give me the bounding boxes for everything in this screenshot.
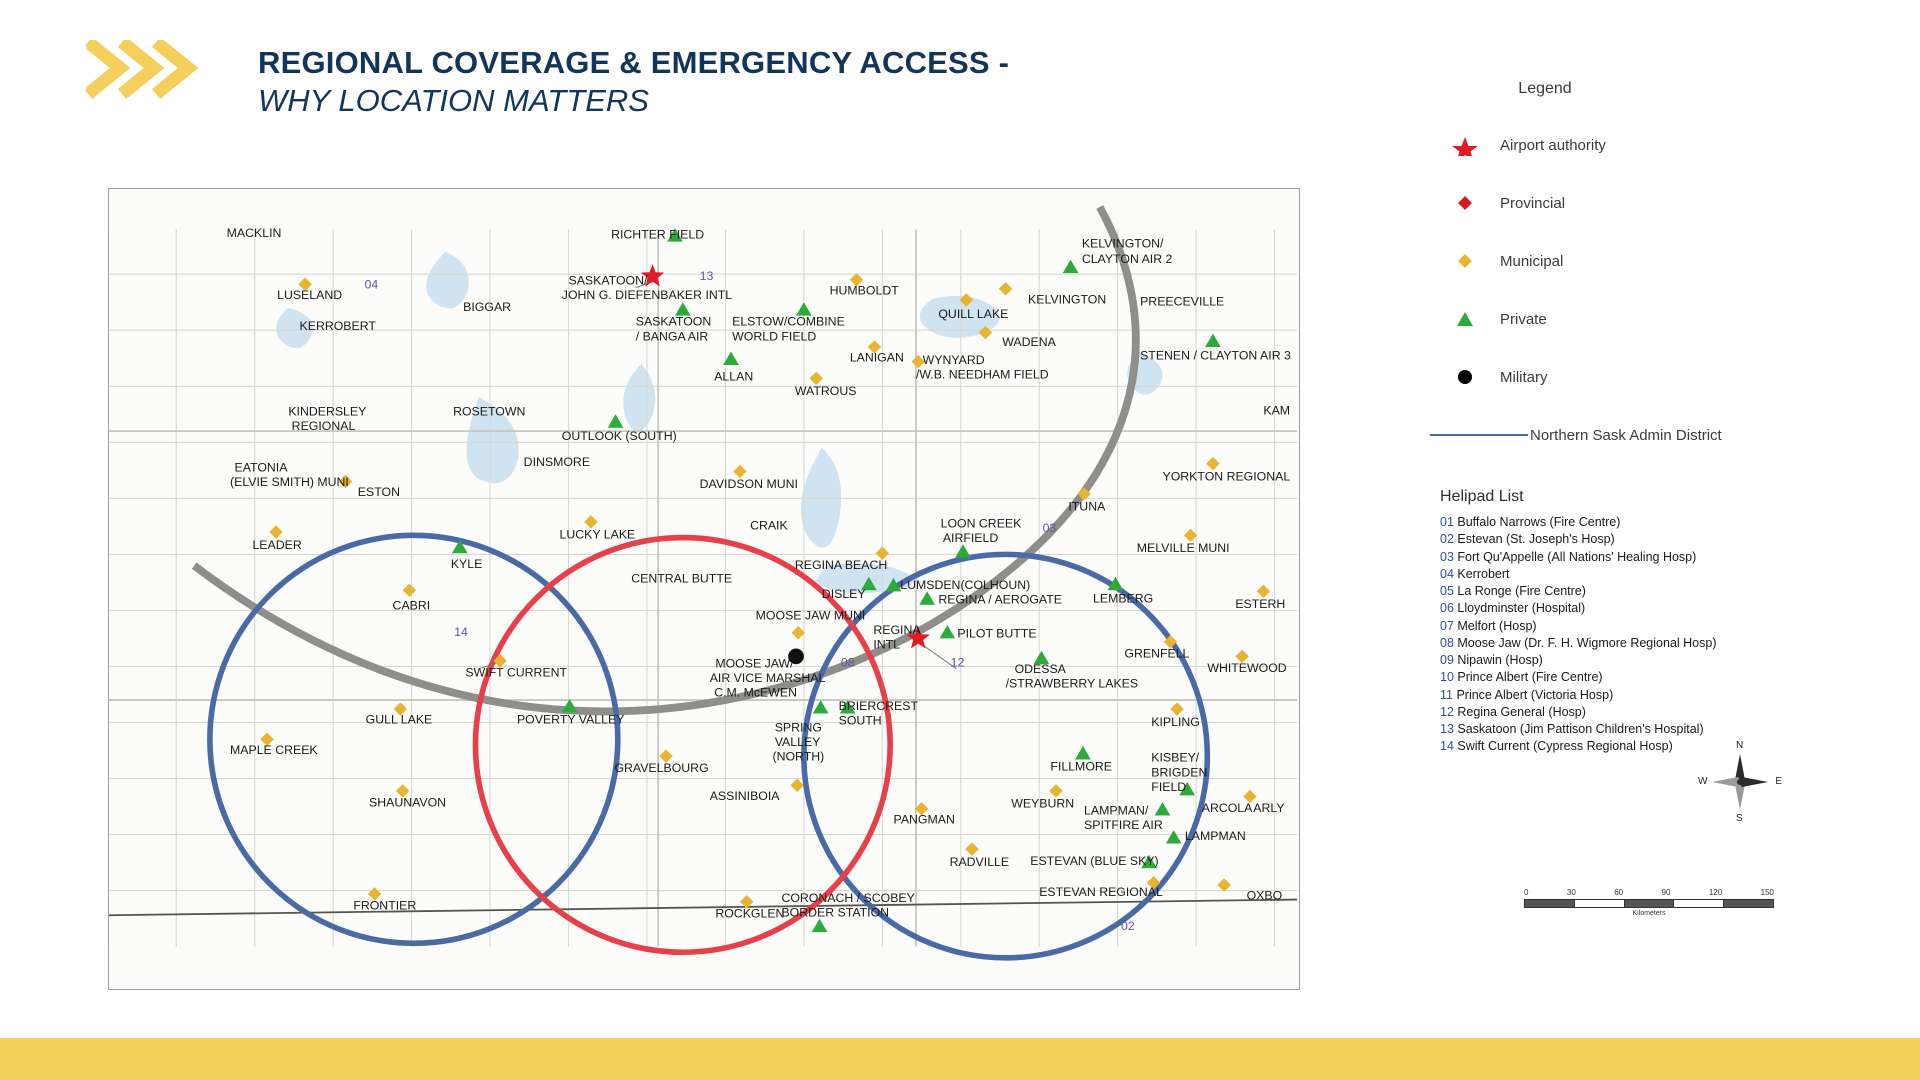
map-place-label: KINDERSLEY [288,404,367,419]
helipad-name: La Ronge (Fire Centre) [1453,584,1586,598]
legend-item-label: Northern Sask Admin District [1530,426,1722,444]
helipad-list-item [1440,600,1860,617]
map-place-label: FIELD [1151,779,1187,794]
scale-tick: 90 [1661,888,1671,897]
helipad-list-item [1440,704,1860,721]
map-place-label: SPITFIRE AIR [1084,817,1163,832]
map-place-label: CRAIK [750,518,788,533]
legend-item-provincial [1430,174,1830,232]
diamond-icon [1430,250,1500,272]
helipad-name: Prince Albert (Victoria Hosp) [1452,687,1614,702]
map-place-label: BORDER STATION [781,905,890,920]
legend-panel [1430,80,1830,464]
helipad-name: Nipawin (Hosp) [1453,653,1543,667]
map-place-label: WEYBURN [1011,796,1075,811]
scale-bar-graphic [1524,899,1774,908]
scale-tick: 30 [1566,888,1576,897]
map-place-label: /W.B. NEEDHAM FIELD [915,367,1049,382]
map-place-label: ALLAN [714,369,754,384]
map-helipad-number: 02 [1121,918,1135,933]
helipad-list-item [1440,618,1860,635]
map-place-label: CABRI [392,598,431,613]
scale-tick: 120 [1708,888,1723,897]
map-place-label: MAPLE CREEK [230,742,318,757]
map-place-label: ROSETOWN [453,404,526,419]
map-place-label: WADENA [1002,334,1056,349]
line-icon [1430,424,1530,446]
scale-unit-label: Kilometers [1632,910,1666,917]
compass-west-label: W [1698,776,1708,787]
helipad-number: 07 [1440,618,1454,633]
map-place-label: ITUNA [1068,499,1106,514]
map-place-label: (NORTH) [772,749,825,764]
map-place-label: FRONTIER [353,898,417,913]
chevron-decoration [86,40,206,100]
map-place-label: KELVINGTON [1028,292,1107,307]
helipad-number: 05 [1440,584,1454,598]
scale-tick-labels [1524,888,1774,897]
map-place-label: LANIGAN [849,350,904,365]
legend-item-private [1430,290,1830,348]
map-place-label: JOHN G. DIEFENBAKER INTL [561,287,733,302]
legend-title: Legend [1518,80,1572,97]
map-place-label: BIGGAR [463,300,512,315]
map-place-label: VALLEY [774,735,821,750]
map-place-label: REGIONAL [291,418,356,433]
map-place-label: ESTEVAN REGIONAL [1039,885,1163,900]
helipad-number: 02 [1440,532,1454,547]
map-place-label: SASKATOON [635,314,712,329]
map-place-label: INTL [873,637,901,652]
map-place-label: BRIGDEN [1151,765,1208,780]
map-place-label: WHITEWOOD [1207,661,1287,676]
map-place-label: CLAYTON AIR 2 [1081,251,1173,266]
map-place-label: ESTERH [1235,597,1286,612]
map-place-label: RICHTER FIELD [611,227,705,242]
map-place-label: LAMPMAN [1184,829,1246,844]
map-place-label: LUCKY LAKE [559,527,636,542]
map-place-label: MELVILLE MUNI [1136,541,1230,556]
helipad-number: 11 [1440,687,1453,702]
title-sub-line: WHY LOCATION MATTERS [258,82,649,118]
helipad-name: Buffalo Narrows (Fire Centre) [1453,515,1621,529]
helipad-list-item [1440,549,1860,566]
map-place-label: ARCOLA [1201,801,1253,816]
helipad-name: Estevan (St. Joseph's Hosp) [1453,532,1615,547]
helipad-list-item [1440,652,1860,669]
legend-item-military [1430,348,1830,406]
map-place-label: MACKLIN [226,226,282,241]
map-place-label: GRENFELL [1124,646,1190,661]
page-title [258,44,1358,120]
helipad-list-item [1440,721,1860,738]
map-place-label: ELSTOW/COMBINE [732,314,845,329]
map-place-label: KISBEY/ [1151,750,1200,765]
map-place-label: AIR VICE MARSHAL [709,671,826,686]
helipad-list-panel [1440,488,1860,756]
map-place-label: SOUTH [838,713,882,728]
map-place-label: KYLE [450,556,483,571]
helipad-list-title: Helipad List [1440,488,1524,505]
map-place-label: ROCKGLEN [715,906,785,921]
map-helipad-number: 12 [950,655,965,670]
map-place-label: AIRFIELD [942,531,999,546]
map-place-label: WYNYARD [922,352,985,367]
map-place-label: /STRAWBERRY LAKES [1005,676,1139,691]
map-place-label: LOON CREEK [940,516,1022,531]
scale-tick: 60 [1614,888,1624,897]
map-place-label: PILOT BUTTE [957,626,1037,641]
helipad-list-item [1440,687,1860,704]
map-place-label: DAVIDSON MUNI [699,477,798,492]
map-place-label: GRAVELBOURG [614,760,709,775]
map-place-label: KERROBERT [299,319,376,334]
helipad-list-item [1440,566,1860,583]
helipad-name: Kerrobert [1453,566,1510,581]
map-helipad-number: 04 [364,277,379,292]
helipad-name: Moose Jaw (Dr. F. H. Wigmore Regional Hosp) [1453,635,1717,650]
map-place-label: MOOSE JAW MUNI [755,608,866,623]
helipad-number: 10 [1440,670,1454,685]
helipad-list-item [1440,738,1860,755]
helipad-number: 08 [1440,635,1454,650]
helipad-name: Prince Albert (Fire Centre) [1453,670,1603,685]
helipad-name: Lloydminster (Hospital) [1453,601,1586,616]
helipad-number: 01 [1440,515,1454,529]
map-place-label: LUSELAND [277,287,343,302]
legend-item-municipal [1430,232,1830,290]
map-place-label: C.M. McEWEN [714,685,797,700]
compass-south-label: S [1736,813,1743,824]
map-place-label: LAMPMAN/ [1084,803,1149,818]
helipad-name: Melfort (Hosp) [1453,618,1537,633]
map-place-label: LEMBERG [1093,591,1154,606]
map-place-label: SASKATOON/ [568,273,648,288]
helipad-number: 03 [1440,549,1454,564]
helipad-number: 13 [1440,722,1454,736]
helipad-number: 06 [1440,601,1454,616]
circle-icon [1430,366,1500,388]
footer-bar [0,1038,1920,1080]
map-place-label: KAM [1263,403,1291,418]
map-helipad-number: 03 [1042,520,1057,535]
map-place-label: PANGMAN [893,812,955,827]
helipad-name: Fort Qu'Appelle (All Nations' Healing Hosp) [1453,549,1697,564]
helipad-list-item [1440,669,1860,686]
title-main-line: REGIONAL COVERAGE & EMERGENCY ACCESS - [258,45,1010,80]
map-helipad-number: 08 [840,655,855,670]
map-place-label: KIPLING [1151,714,1200,729]
map-place-label: CORONACH / SCOBEY [781,890,915,905]
map-helipad-number: 14 [454,625,468,640]
scale-bar [1524,888,1774,917]
map-place-label: ASSINIBOIA [709,788,780,803]
map-place-label: / BANGA AIR [635,329,709,344]
triangle-icon [1430,308,1500,330]
legend-item-label: Airport authority [1500,136,1606,154]
map-place-label: WATROUS [794,384,857,399]
map-place-label: STENEN / CLAYTON AIR 3 [1140,348,1291,363]
map-place-label: ESTEVAN (BLUE SKY) [1030,853,1159,868]
helipad-name: Saskatoon (Jim Pattison Children's Hospital) [1453,722,1704,736]
diamond-icon [1430,192,1500,214]
legend-item-label: Private [1500,310,1547,328]
map-place-label: OUTLOOK (SOUTH) [561,429,677,444]
map-place-label: YORKTON REGIONAL [1162,469,1291,484]
helipad-list-item [1440,583,1860,600]
map-place-label: DINSMORE [523,454,591,469]
legend-item-airport-authority [1430,116,1830,174]
legend-item-label: Provincial [1500,194,1566,212]
map-place-label: FILLMORE [1050,759,1113,774]
map-place-label: POVERTY VALLEY [516,712,625,727]
map-place-label: BRIERCREST [838,699,918,714]
map-place-label: CENTRAL BUTTE [631,571,733,586]
map-place-label: SHAUNAVON [369,795,447,810]
map-place-label: SPRING [774,720,822,735]
map-place-label: LEADER [252,537,302,552]
map-helipad-number: 13 [699,268,714,283]
map-place-label: ESTON [357,485,401,500]
map-place-label: QUILL LAKE [938,306,1009,321]
map-place-label: EATONIA [234,460,288,475]
map-place-label: KELVINGTON/ [1081,236,1164,251]
map-place-label: REGINA BEACH [794,557,888,572]
map-image[interactable] [108,188,1300,990]
map-place-label: DISLEY [821,587,866,602]
map-place-label: (ELVIE SMITH) MUNI [230,475,349,490]
helipad-number: 12 [1440,704,1454,719]
helipad-name: Swift Current (Cypress Regional Hosp) [1453,739,1673,754]
map-place-label: SWIFT CURRENT [465,665,568,680]
map-place-label: HUMBOLDT [829,283,899,298]
map-place-label: OXBO [1246,888,1283,903]
helipad-number: 04 [1440,566,1454,581]
legend-item-label: Municipal [1500,252,1564,270]
star-icon [1430,134,1500,156]
compass-east-label: E [1775,776,1782,787]
helipad-list-item [1440,635,1860,652]
map-place-label: PREECEVILLE [1140,294,1225,309]
map-place-label: REGINA [873,622,921,637]
map-place-label: GULL LAKE [365,712,433,727]
map-place-label: REGINA / AEROGATE [938,592,1062,607]
compass-north-label: N [1736,740,1744,751]
scale-tick: 150 [1760,888,1774,897]
helipad-number: 14 [1440,739,1454,754]
helipad-list-item [1440,514,1860,531]
map-place-label: LUMSDEN(COLHOUN) [900,578,1031,593]
compass-rose [1700,742,1780,822]
map-place-label: ODESSA [1014,662,1066,677]
map-place-label: ARLY [1253,801,1285,816]
legend-item-northern-sask-admin-district [1430,406,1830,464]
map-place-label: MOOSE JAW/ [715,656,794,671]
legend-item-label: Military [1500,368,1548,386]
scale-tick: 0 [1524,888,1529,897]
helipad-number: 09 [1440,653,1454,667]
map-place-label: RADVILLE [949,854,1010,869]
map-place-label: WORLD FIELD [732,329,817,344]
helipad-list-item [1440,531,1860,548]
helipad-name: Regina General (Hosp) [1453,704,1586,719]
